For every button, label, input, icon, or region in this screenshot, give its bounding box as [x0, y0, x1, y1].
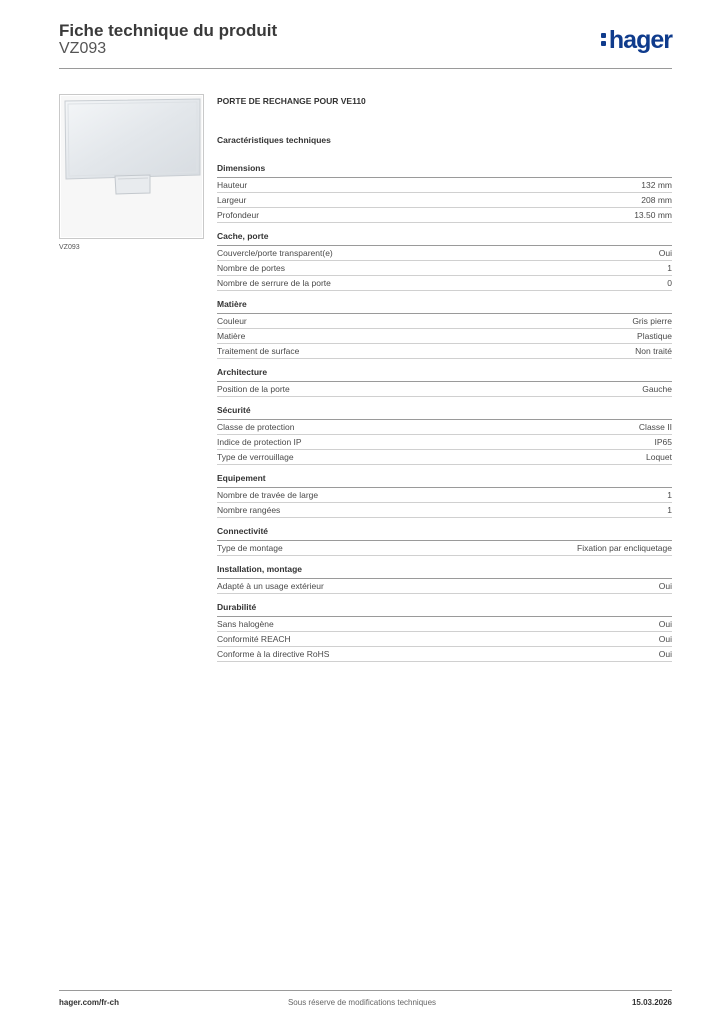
spec-panel	[217, 96, 672, 670]
spec-label: Sans halogène	[217, 619, 274, 629]
spec-row	[217, 314, 672, 329]
spec-row	[217, 276, 672, 291]
spec-label: Couvercle/porte transparent(e)	[217, 248, 333, 258]
spec-label: Conformité REACH	[217, 634, 291, 644]
spec-value: Oui	[658, 649, 672, 659]
spec-label: Type de montage	[217, 543, 283, 553]
spec-label: Indice de protection IP	[217, 437, 302, 447]
section-title: Durabilité	[217, 602, 672, 617]
spec-row	[217, 617, 672, 632]
spec-value: 208 mm	[641, 195, 672, 205]
spec-row	[217, 193, 672, 208]
spec-row	[217, 178, 672, 193]
spec-row	[217, 488, 672, 503]
spec-row	[217, 503, 672, 518]
spec-value: Gris pierre	[632, 316, 672, 326]
section-title: Equipement	[217, 473, 672, 488]
spec-section	[217, 367, 672, 397]
spec-row	[217, 208, 672, 223]
spec-value: Classe II	[638, 422, 672, 432]
spec-label: Matière	[217, 331, 246, 341]
footer-website: hager.com/fr-ch	[59, 998, 120, 1007]
spec-label: Traitement de surface	[217, 346, 300, 356]
product-reference: VZ093	[59, 40, 107, 57]
spec-row	[217, 344, 672, 359]
spec-row	[217, 541, 672, 556]
spec-heading: Caractéristiques techniques	[217, 135, 331, 145]
spec-label: Nombre rangées	[217, 505, 281, 515]
spec-row	[217, 420, 672, 435]
spec-value: 0	[667, 278, 672, 288]
spec-section	[217, 602, 672, 662]
spec-value: 1	[667, 490, 672, 500]
spec-label: Classe de protection	[217, 422, 295, 432]
spec-label: Profondeur	[217, 210, 260, 220]
spec-label: Nombre de serrure de la porte	[217, 278, 331, 288]
header-divider	[59, 68, 672, 69]
product-name: PORTE DE RECHANGE POUR VE110	[217, 96, 366, 106]
product-image-frame	[59, 94, 204, 239]
spec-label: Conforme à la directive RoHS	[217, 649, 330, 659]
spec-row	[217, 329, 672, 344]
spec-value: 1	[667, 505, 672, 515]
spec-value: 132 mm	[641, 180, 672, 190]
logo-text: hager	[608, 26, 672, 54]
spec-value: Non traité	[635, 346, 672, 356]
spec-label: Hauteur	[217, 180, 248, 190]
spec-row	[217, 382, 672, 397]
spec-row	[217, 647, 672, 662]
image-caption: VZ093	[59, 244, 80, 251]
section-title: Installation, montage	[217, 564, 672, 579]
spec-value: Fixation par encliquetage	[577, 543, 672, 553]
spec-label: Largeur	[217, 195, 247, 205]
spec-value: Loquet	[646, 452, 672, 462]
spec-section	[217, 299, 672, 359]
spec-label: Type de verrouillage	[217, 452, 294, 462]
spec-label: Nombre de travée de large	[217, 490, 319, 500]
footer-divider	[59, 990, 672, 991]
spec-section	[217, 564, 672, 594]
product-door-photo	[60, 95, 203, 238]
spec-value: IP65	[654, 437, 672, 447]
spec-sections	[217, 163, 672, 662]
spec-label: Nombre de portes	[217, 263, 286, 273]
spec-label: Adapté à un usage extérieur	[217, 581, 324, 591]
section-title: Connectivité	[217, 526, 672, 541]
spec-value: Oui	[658, 619, 672, 629]
section-title: Dimensions	[217, 163, 672, 178]
spec-section	[217, 473, 672, 518]
spec-value: 1	[667, 263, 672, 273]
section-title: Matière	[217, 299, 672, 314]
logo-dots-icon	[601, 28, 606, 50]
spec-label: Position de la porte	[217, 384, 290, 394]
spec-value: Oui	[658, 634, 672, 644]
spec-value: Oui	[658, 248, 672, 258]
spec-value: 13.50 mm	[634, 210, 672, 220]
spec-section	[217, 405, 672, 465]
spec-row	[217, 450, 672, 465]
spec-row	[217, 579, 672, 594]
page-title: Fiche technique du produit	[59, 21, 278, 40]
section-title: Architecture	[217, 367, 672, 382]
spec-value: Oui	[658, 581, 672, 591]
section-title: Sécurité	[217, 405, 672, 420]
spec-row	[217, 632, 672, 647]
spec-value: Plastique	[637, 331, 672, 341]
spec-row	[217, 261, 672, 276]
spec-value: Gauche	[642, 384, 672, 394]
spec-row	[217, 246, 672, 261]
spec-section	[217, 231, 672, 291]
footer-date: 15.03.2026	[631, 998, 672, 1007]
section-title: Cache, porte	[217, 231, 672, 246]
spec-section	[217, 163, 672, 223]
spec-section	[217, 526, 672, 556]
spec-label: Couleur	[217, 316, 247, 326]
footer-disclaimer: Sous réserve de modifications techniques	[287, 998, 437, 1007]
hager-logo	[601, 28, 672, 53]
spec-row	[217, 435, 672, 450]
